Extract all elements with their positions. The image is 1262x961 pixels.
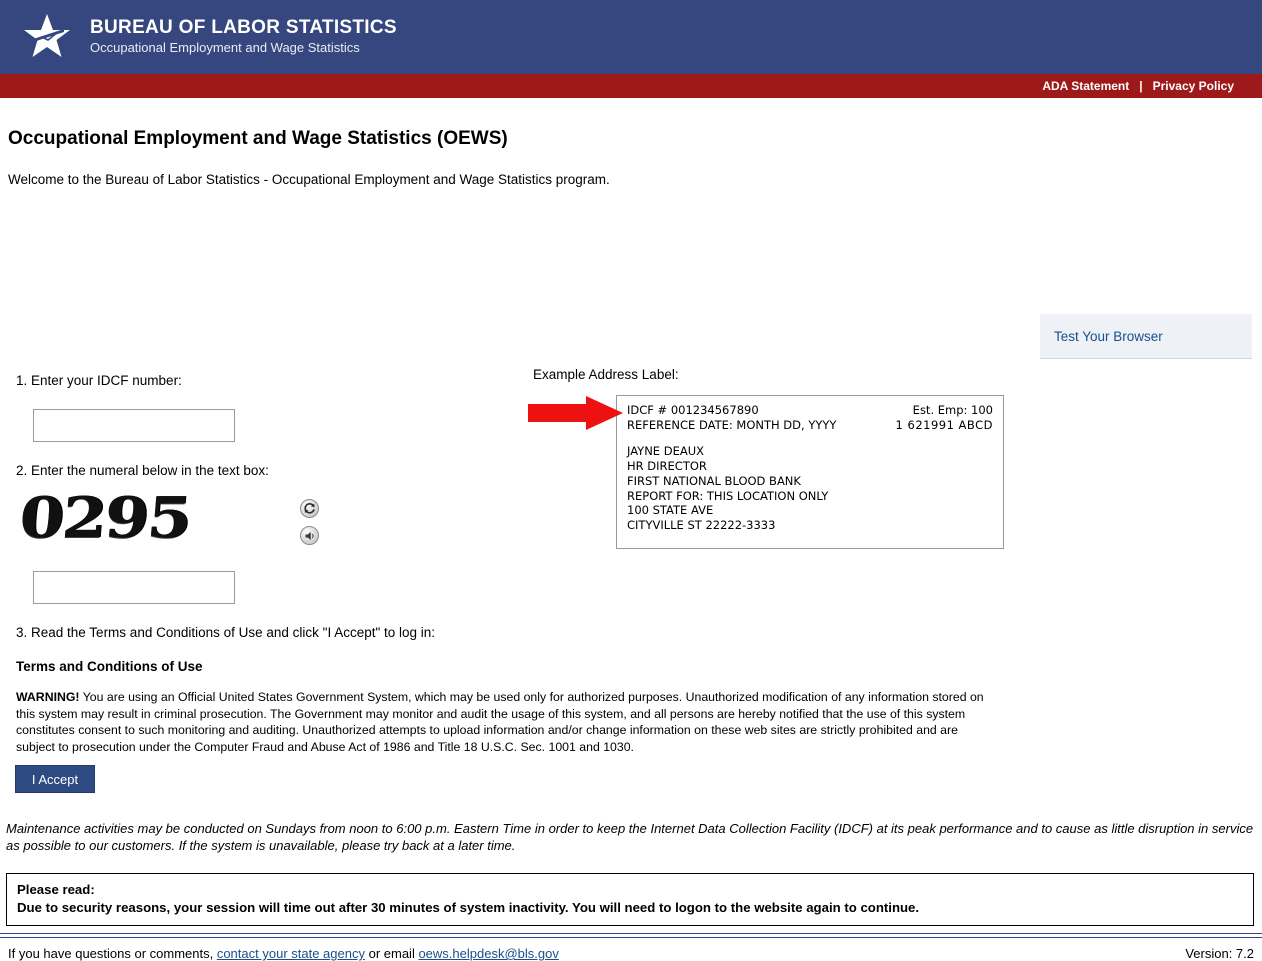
maintenance-notice: Maintenance activities may be conducted on Sundays from noon to 6:00 p.m. Eastern Time in order to keep the Internet Data Collection Facility (IDCF) at its peak performance and to cause as little disruption in service as possible to our customers. If the system is unavailable, please try back at a later time.	[6, 821, 1254, 853]
captcha-input[interactable]	[33, 571, 235, 604]
label-line: 100 STATE AVE	[627, 503, 714, 518]
label-line: JAYNE DEAUX	[627, 444, 704, 459]
step3-label: 3. Read the Terms and Conditions of Use and click "I Accept" to log in:	[16, 625, 436, 640]
captcha-image	[16, 485, 322, 551]
site-footer	[0, 946, 1262, 961]
footer-prefix: If you have questions or comments,	[8, 946, 217, 961]
program-name: Occupational Employment and Wage Statistics	[90, 40, 360, 56]
label-line: REPORT FOR: THIS LOCATION ONLY	[627, 488, 829, 503]
idcf-number-input[interactable]	[33, 409, 235, 442]
footer-divider	[0, 933, 1262, 938]
terms-warning-word: WARNING!	[16, 690, 80, 704]
refresh-icon[interactable]	[300, 499, 319, 518]
terms-body-text: You are using an Official United States Government System, which may be used only for authorized purposes. Unauthorized modification of any information stored on this system may result in criminal prosecution. The Government may monitor and audit the usage of this system, and all persons are hereby notified that the use of this system constitutes consent to such monitoring and auditing. Unauthorized attempts to upload information and/or change information on these web sites are strictly prohibited and are subject to prosecution under the Computer Fraud and Abuse Act of 1986 and Title 18 U.S.C. Sec. 1001 and 1030.	[16, 690, 984, 754]
label-reference-date: REFERENCE DATE: MONTH DD, YYYY	[627, 417, 837, 432]
bls-star-logo-icon	[22, 11, 74, 63]
label-line: FIRST NATIONAL BLOOD BANK	[627, 473, 801, 488]
privacy-policy-link[interactable]: Privacy Policy	[1152, 79, 1234, 93]
version-text: Version: 7.2	[1185, 946, 1254, 961]
please-read-title: Please read:	[17, 882, 95, 897]
label-address-block	[627, 444, 993, 532]
label-line: HR DIRECTOR	[627, 459, 707, 474]
welcome-text: Welcome to the Bureau of Labor Statistics - Occupational Employment and Wage Statistics program.	[8, 172, 610, 187]
page-title: Occupational Employment and Wage Statistics (OEWS)	[8, 128, 508, 149]
footer-contact-text	[8, 946, 559, 961]
utility-nav-bar	[0, 74, 1262, 98]
helpdesk-email-link[interactable]: oews.helpdesk@bls.gov	[418, 946, 559, 961]
footer-middle: or email	[364, 946, 419, 961]
i-accept-button[interactable]: I Accept	[15, 765, 95, 793]
test-your-browser-link[interactable]: Test Your Browser	[1054, 328, 1163, 344]
red-arrow-pointer-icon	[528, 396, 624, 430]
label-idcf-line: IDCF # 001234567890	[627, 403, 759, 417]
state-agency-link[interactable]: contact your state agency	[216, 946, 365, 961]
step2-label: 2. Enter the numeral below in the text box:	[16, 463, 269, 478]
step1-label: 1. Enter your IDCF number:	[16, 373, 182, 388]
terms-body	[16, 689, 996, 755]
nav-separator: |	[1139, 79, 1143, 93]
main-content	[0, 128, 1262, 961]
audio-speaker-icon[interactable]	[300, 526, 319, 545]
test-your-browser-panel[interactable]	[1040, 314, 1252, 359]
ada-statement-link[interactable]: ADA Statement	[1042, 79, 1130, 93]
label-ref-codes: 1 621991 ABCD	[895, 417, 993, 432]
please-read-body: Due to security reasons, your session will time out after 30 minutes of system inactivity. You will need to logon to the website again to continue.	[17, 899, 920, 915]
please-read-box	[6, 873, 1254, 926]
site-header	[0, 0, 1262, 74]
label-est-emp: Est. Emp: 100	[912, 403, 993, 417]
example-label-caption: Example Address Label:	[533, 367, 679, 382]
example-address-label	[616, 395, 1004, 549]
label-line: CITYVILLE ST 22222-3333	[627, 518, 776, 533]
terms-title: Terms and Conditions of Use	[16, 659, 203, 674]
agency-name: BUREAU OF LABOR STATISTICS	[90, 16, 397, 38]
captcha-text: 0295	[16, 485, 193, 551]
